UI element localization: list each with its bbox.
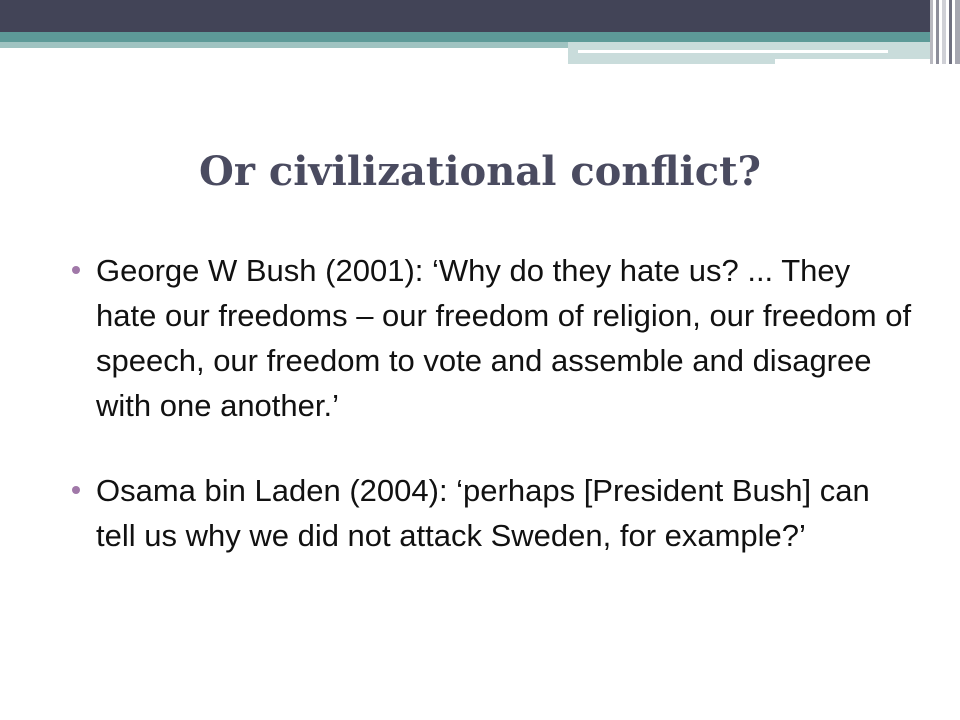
header-band-dark [0, 0, 930, 32]
bullet-list [72, 248, 912, 598]
header-side-stripes [930, 0, 960, 64]
bullet-marker-icon [72, 266, 80, 274]
bullet-marker-icon [72, 486, 80, 494]
bullet-item-bush [72, 248, 912, 428]
header-accent-line-2 [775, 59, 930, 64]
slide-title: Or civilizational conflict? [199, 148, 761, 195]
bullet-text: George W Bush (2001): ‘Why do they hate us? ... They hate our freedoms – our freedom of religion, our freedom of speech, our freedom to vote and assemble and disagree with one another.’ [96, 253, 912, 423]
bullet-text: Osama bin Laden (2004): ‘perhaps [President Bush] can tell us why we did not attack Sweden, for example?’ [96, 473, 870, 553]
header-band-teal-light [0, 42, 568, 48]
header-accent-line [578, 50, 888, 53]
header-band-teal [0, 32, 930, 42]
bullet-item-bin-laden [72, 468, 912, 558]
